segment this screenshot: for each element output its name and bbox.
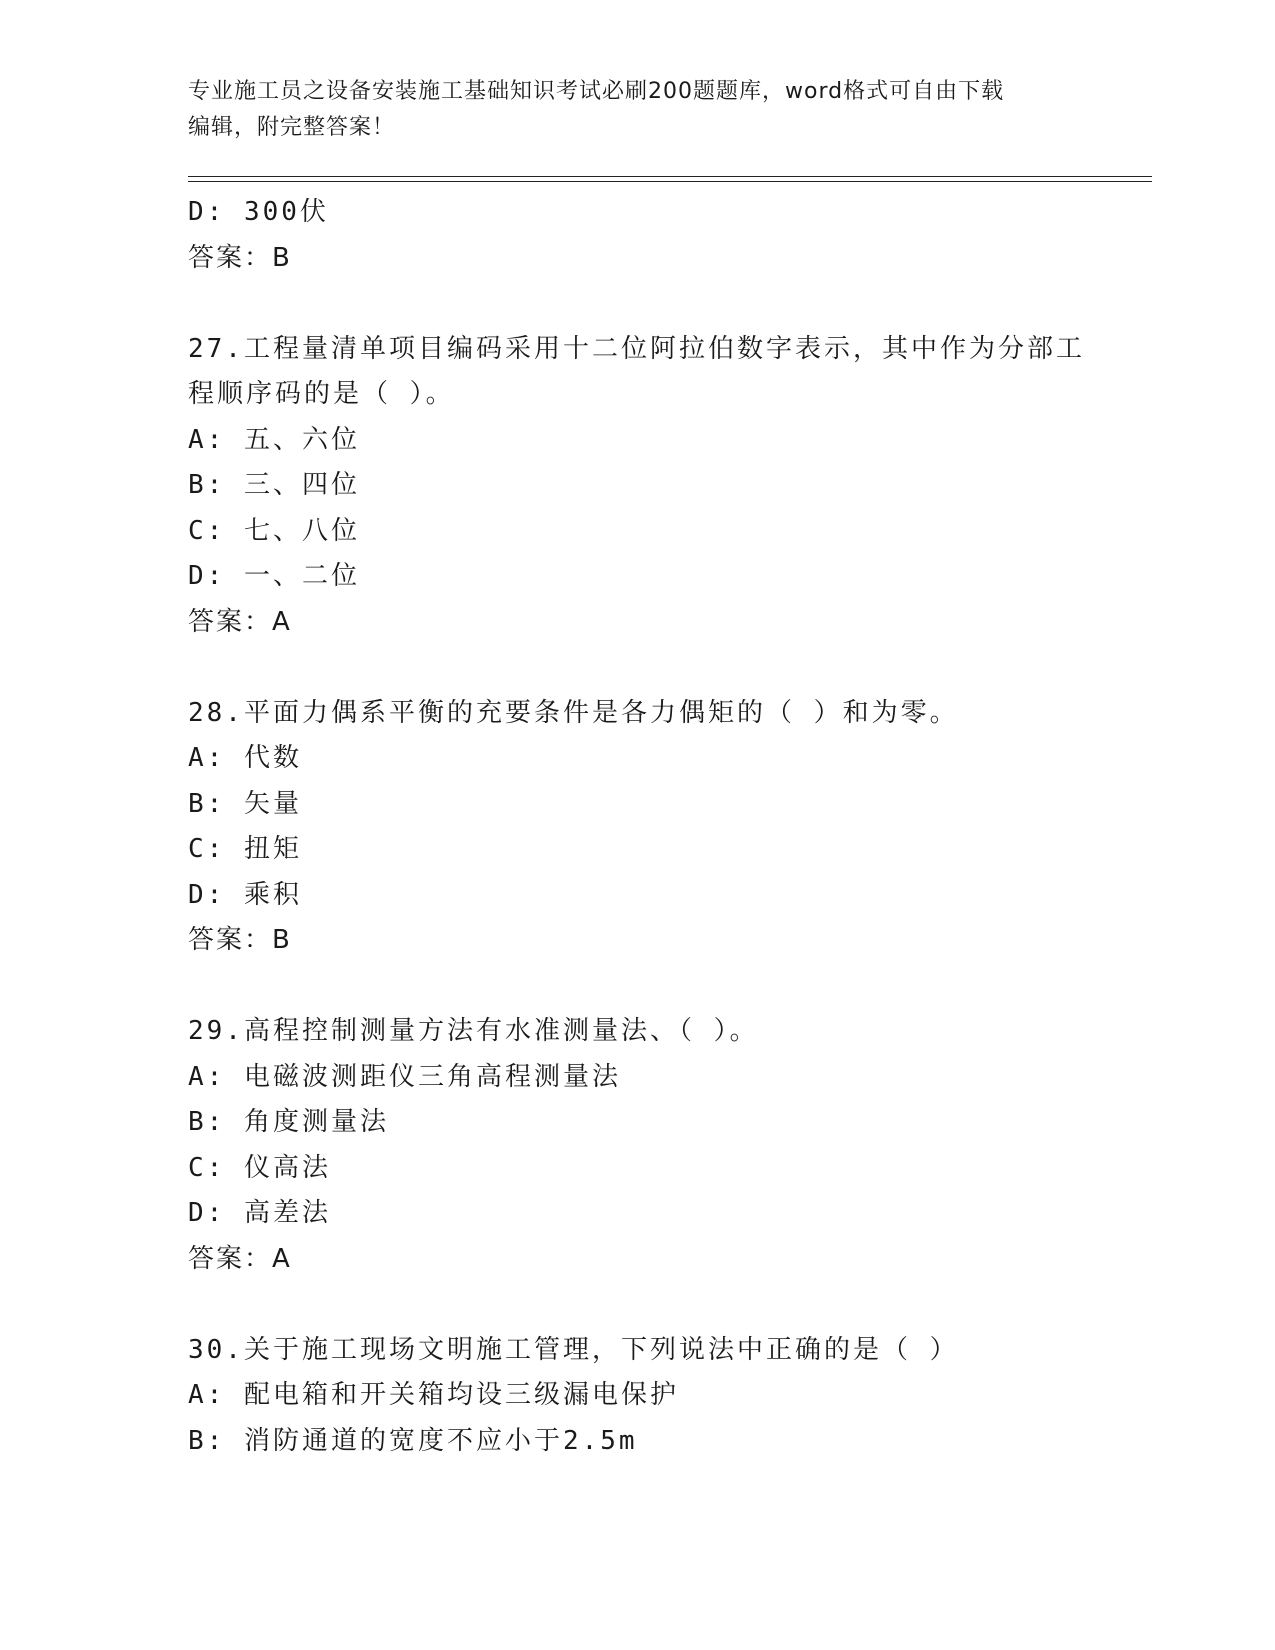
question-30-option-a: A: 配电箱和开关箱均设三级漏电保护 <box>188 1380 679 1410</box>
question-29-option-b: B: 角度测量法 <box>188 1107 389 1137</box>
question-29-option-d: D: 高差法 <box>188 1198 331 1228</box>
question-27-answer: 答案：A <box>188 606 292 637</box>
question-28-option-b: B: 矢量 <box>188 788 302 819</box>
question-29-answer: 答案：A <box>188 1243 292 1274</box>
question-27-option-d: D: 一、二位 <box>188 561 360 591</box>
header-line-2: 编辑，附完整答案！ <box>188 115 396 140</box>
document-header <box>188 74 1068 146</box>
question-27-option-c: C: 七、八位 <box>188 515 360 546</box>
spacer <box>188 281 1088 327</box>
spacer <box>188 645 1088 691</box>
question-30-option-b: B: 消防通道的宽度不应小于2.5m <box>188 1425 638 1456</box>
question-28-stem: 28.平面力偶系平衡的充要条件是各力偶矩的（ ）和为零。 <box>188 697 959 728</box>
question-29-option-a: A: 电磁波测距仪三角高程测量法 <box>188 1061 621 1092</box>
prev-option-d: D: 300伏 <box>188 197 329 227</box>
question-27-stem-line-1: 27.工程量清单项目编码采用十二位阿拉伯数字表示，其中作为分部工 <box>188 333 1085 364</box>
prev-answer: 答案：B <box>188 242 292 273</box>
question-29-option-c: C: 仪高法 <box>188 1152 331 1183</box>
question-list <box>188 190 1088 1464</box>
question-28-option-c: C: 扭矩 <box>188 834 302 864</box>
question-28-option-a: A: 代数 <box>188 743 302 773</box>
question-28-option-d: D: 乘积 <box>188 879 302 910</box>
question-29-stem: 29.高程控制测量方法有水准测量法、（ ）。 <box>188 1016 759 1046</box>
header-line-1: 专业施工员之设备安装施工基础知识考试必刷200题题库，word格式可自由下载 <box>188 79 1005 104</box>
question-27-option-b: B: 三、四位 <box>188 470 360 500</box>
header-divider-top <box>188 176 1152 177</box>
question-30-stem: 30.关于施工现场文明施工管理，下列说法中正确的是（ ） <box>188 1334 959 1365</box>
header-divider-bottom <box>188 181 1152 182</box>
question-27-stem-line-2: 程顺序码的是（ ）。 <box>188 379 455 409</box>
question-27-option-a: A: 五、六位 <box>188 424 360 455</box>
spacer <box>188 1282 1088 1328</box>
question-28-answer: 答案：B <box>188 925 292 955</box>
spacer <box>188 964 1088 1010</box>
